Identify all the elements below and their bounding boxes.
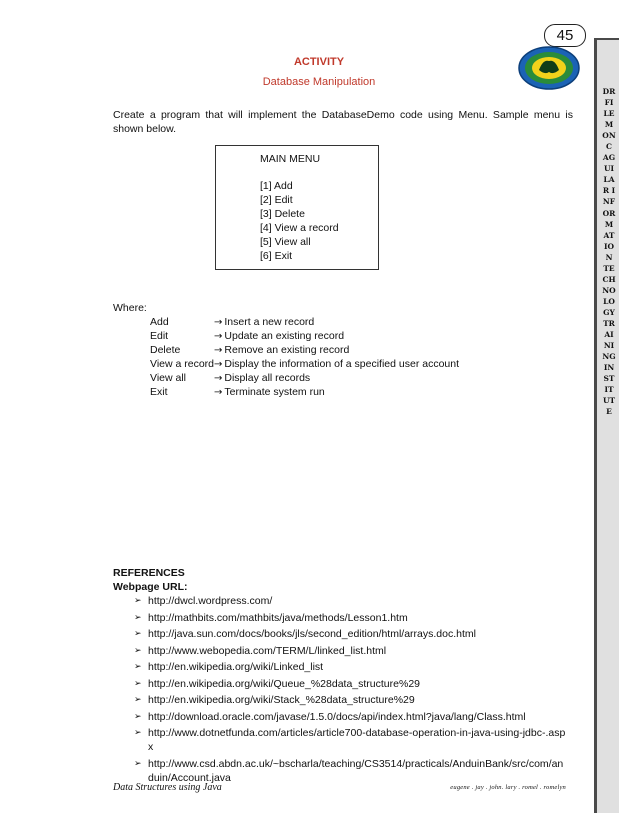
references-heading: REFERENCES [113,567,185,579]
where-term: View a record [150,358,215,370]
menu-title: MAIN MENU [260,153,321,165]
footer-authors: eugene . jay . john. lary . romel . romelyn [450,784,566,791]
arrow-right-icon: → [214,387,223,398]
list-item [134,611,569,625]
arrowhead-bullet-icon: ➢ [134,711,142,722]
arrow-right-icon: → [214,345,223,356]
list-item [134,693,569,707]
arrowhead-bullet-icon: ➢ [134,728,142,738]
where-row-edit [150,329,459,343]
arrowhead-bullet-icon: ➢ [134,629,142,639]
reference-link[interactable]: http://dwcl.wordpress.com/ [148,595,273,607]
reference-link[interactable]: http://java.sun.com/docs/books/jls/second_edition/html/arrays.doc.html [148,628,476,640]
arrowhead-bullet-icon: ➢ [134,662,142,672]
where-definitions [150,315,459,399]
arrowhead-bullet-icon: ➢ [134,678,142,689]
where-row-exit [150,385,459,399]
arrow-right-icon: → [214,331,223,342]
arrow-right-icon: → [214,317,223,328]
where-row-delete [150,343,459,357]
menu-item-view-all: [5] View all [260,236,311,248]
menu-item-edit: [2] Edit [260,194,293,206]
reference-link[interactable]: http://mathbits.com/mathbits/java/methods/Lesson1.htm [148,611,408,624]
where-term: Exit [150,386,168,398]
reference-link[interactable]: http://www.webopedia.com/TERM/L/linked_list.html [148,644,387,657]
list-item [134,677,569,691]
intro-paragraph: Create a program that will implement the DatabaseDemo code using Menu. Sample menu is shown below. [113,109,573,135]
list-item [134,757,569,785]
list-item [134,644,569,658]
reference-link[interactable]: http://en.wikipedia.org/wiki/Linked_list [148,661,324,673]
arrow-right-icon: → [214,359,223,370]
where-desc: Display the information of a specified user account [224,358,460,370]
where-desc: Display all records [224,372,311,384]
arrowhead-bullet-icon: ➢ [134,596,142,606]
reference-link[interactable]: http://download.oracle.com/javase/1.5.0/docs/api/index.html?java/lang/Class.html [148,710,526,723]
list-item [134,660,569,674]
where-term: Edit [150,330,169,342]
where-desc: Terminate system run [224,386,325,398]
where-row-view-record [150,357,459,371]
where-desc: Update an existing record [224,330,345,342]
reference-link[interactable]: http://www.csd.abdn.ac.uk/~bscharla/teaching/CS3514/practicals/AnduinBank/src/com/anduin/Account.java [148,757,564,784]
reference-link[interactable]: http://www.dotnetfunda.com/articles/article700-database-operation-in-java-using-jdbc-.aspx [148,727,566,753]
list-item [134,710,569,724]
arrowhead-bullet-icon: ➢ [134,645,142,656]
menu-item-add: [1] Add [260,180,293,192]
activity-subtitle: Database Manipulation [262,76,376,88]
list-item [134,726,569,754]
footer-course-title: Data Structures using Java [113,782,222,793]
arrowhead-bullet-icon: ➢ [134,695,142,705]
where-desc: Insert a new record [224,316,315,328]
sidebar-institute-name: DR FILEMON C AGUILAR INFORMATION TECHNOLOGY TRAINING INSTITUTE [602,87,616,417]
arrowhead-bullet-icon: ➢ [134,758,142,769]
where-row-view-all [150,371,459,385]
menu-item-delete: [3] Delete [260,208,305,220]
where-row-add [150,315,459,329]
where-desc: Remove an existing record [224,344,350,356]
webpage-url-heading: Webpage URL: [113,581,188,593]
list-item [134,627,569,641]
list-item [134,594,569,608]
where-term: View all [150,372,186,384]
menu-item-exit: [6] Exit [260,250,293,262]
menu-items [260,179,339,263]
menu-item-view-record: [4] View a record [260,222,339,234]
where-label: Where: [113,302,147,314]
where-term: Add [150,316,169,328]
arrowhead-bullet-icon: ➢ [134,612,142,623]
arrow-right-icon: → [214,373,223,384]
reference-link[interactable]: http://en.wikipedia.org/wiki/Queue_%28data_structure%29 [148,677,420,690]
where-term: Delete [150,344,181,356]
reference-url-list [134,594,569,787]
references-section [113,566,187,594]
page-number: 45 [544,24,586,47]
reference-link[interactable]: http://en.wikipedia.org/wiki/Stack_%28data_structure%29 [148,694,415,706]
activity-title: ACTIVITY [293,56,345,68]
